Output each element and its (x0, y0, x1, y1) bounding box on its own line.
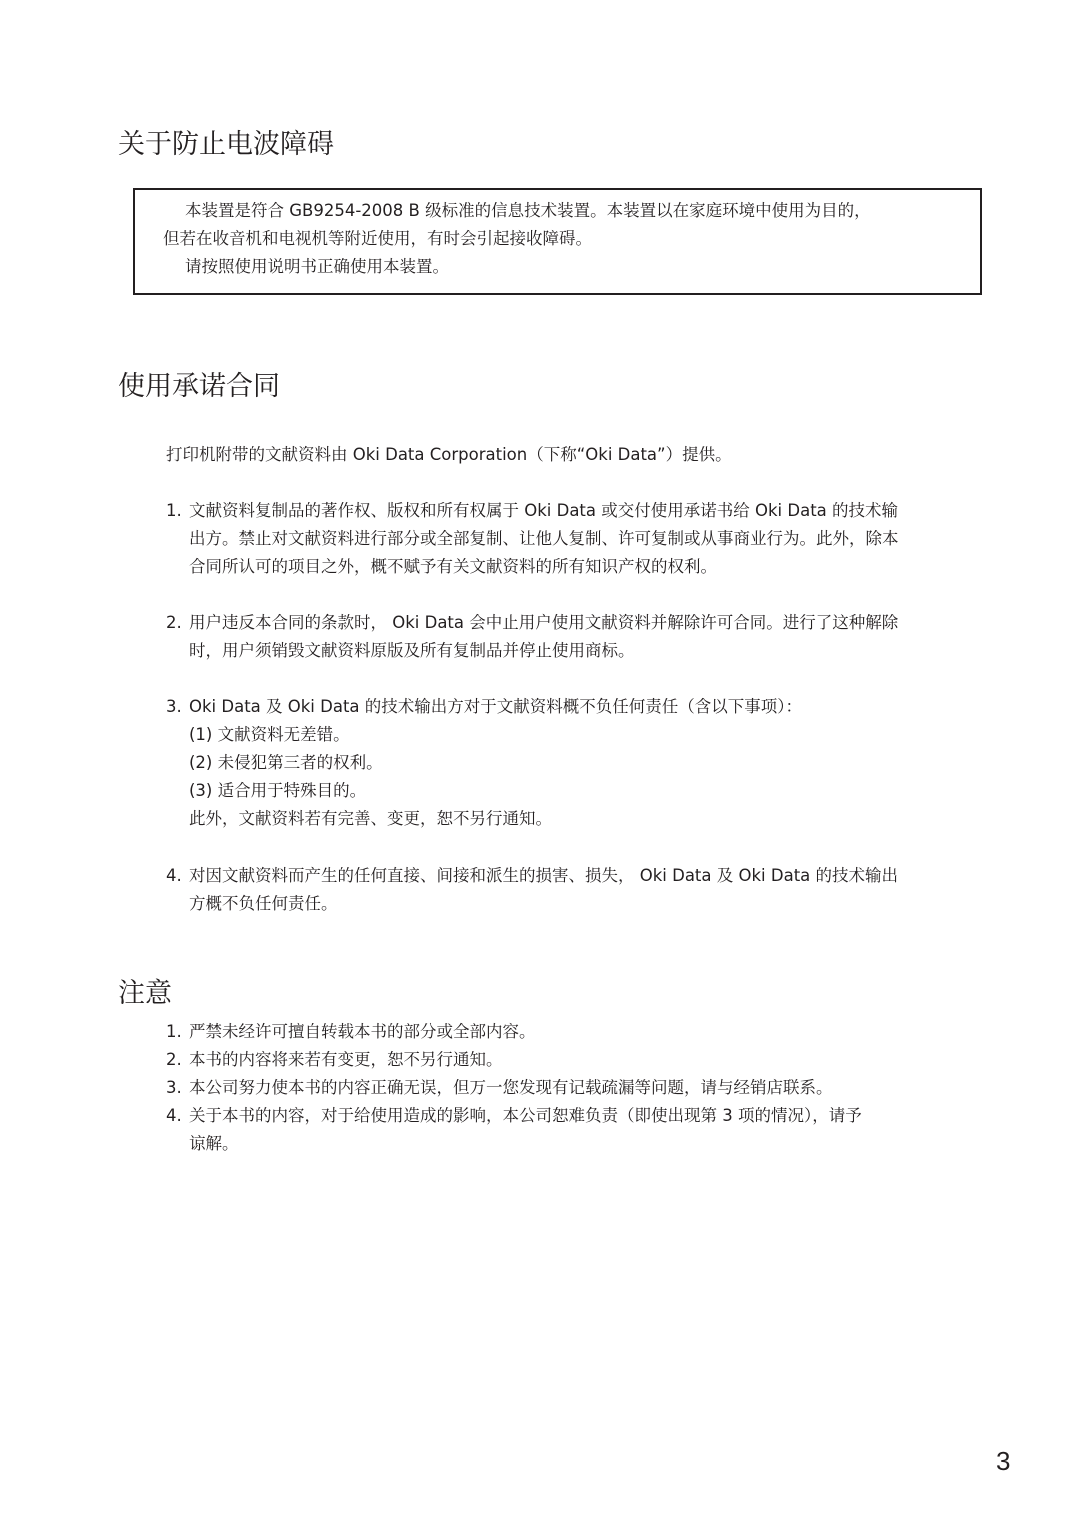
list-item-line: Oki Data 及 Oki Data 的技术输出方对于文献资料概不负任何责任（含以下事项）： (189, 697, 803, 716)
list-item-number: 3. (166, 1078, 182, 1097)
list-item-line: 方概不负任何责任。 (189, 894, 338, 913)
list-item-line: 本公司努力使本书的内容正确无误，但万一您发现有记载疏漏等问题，请与经销店联系。 (189, 1078, 833, 1097)
list-item-number: 1. (166, 501, 182, 520)
list-item-line: 合同所认可的项目之外，概不赋予有关文献资料的所有知识产权的权利。 (189, 557, 717, 576)
list-item-number: 2. (166, 1050, 182, 1069)
section-title-radio-interference: 关于防止电波障碍 (118, 129, 334, 160)
list-item-line: (2) 未侵犯第三者的权利。 (189, 753, 383, 772)
page-number: 3 (996, 1446, 1011, 1476)
notice-line: 请按照使用说明书正确使用本装置。 (185, 257, 449, 276)
list-item-line: 关于本书的内容，对于给使用造成的影响，本公司恕难负责（即使出现第 3 项的情况），请予 (189, 1106, 862, 1125)
list-item-line: (1) 文献资料无差错。 (189, 725, 350, 744)
list-item-number: 4. (166, 1106, 182, 1125)
list-item-line: 本书的内容将来若有变更，恕不另行通知。 (189, 1050, 503, 1069)
list-item-number: 1. (166, 1022, 182, 1041)
list-item-line: 用户违反本合同的条款时， Oki Data 会中止用户使用文献资料并解除许可合同。进行了这种解除 (189, 613, 899, 632)
notice-line: 但若在收音机和电视机等附近使用，有时会引起接收障碍。 (163, 229, 592, 248)
list-item-line: 对因文献资料而产生的任何直接、间接和派生的损害、损失， Oki Data 及 Oki Data 的技术输出 (189, 866, 899, 885)
list-item-number: 2. (166, 613, 182, 632)
section-title-notes: 注意 (118, 978, 172, 1009)
list-item-line: 严禁未经许可擅自转载本书的部分或全部内容。 (189, 1022, 536, 1041)
list-item-line: 时，用户须销毁文献资料原版及所有复制品并停止使用商标。 (189, 641, 635, 660)
list-item-line: (3) 适合用于特殊目的。 (189, 781, 367, 800)
license-intro: 打印机附带的文献资料由 Oki Data Corporation（下称“Oki Data”）提供。 (166, 445, 732, 464)
notice-line: 本装置是符合 GB9254-2008 B 级标准的信息技术装置。本装置以在家庭环境中使用为目的， (185, 201, 871, 220)
list-item-line: 文献资料复制品的著作权、版权和所有权属于 Oki Data 或交付使用承诺书给 Oki Data 的技术输 (189, 501, 899, 520)
list-item-line: 谅解。 (189, 1134, 239, 1153)
list-item-number: 4. (166, 866, 182, 885)
list-item-line: 此外，文献资料若有完善、变更，恕不另行通知。 (189, 809, 552, 828)
list-item-line: 出方。禁止对文献资料进行部分或全部复制、让他人复制、许可复制或从事商业行为。此外，除本 (189, 529, 899, 548)
list-item-number: 3. (166, 697, 182, 716)
section-title-license: 使用承诺合同 (118, 371, 280, 402)
